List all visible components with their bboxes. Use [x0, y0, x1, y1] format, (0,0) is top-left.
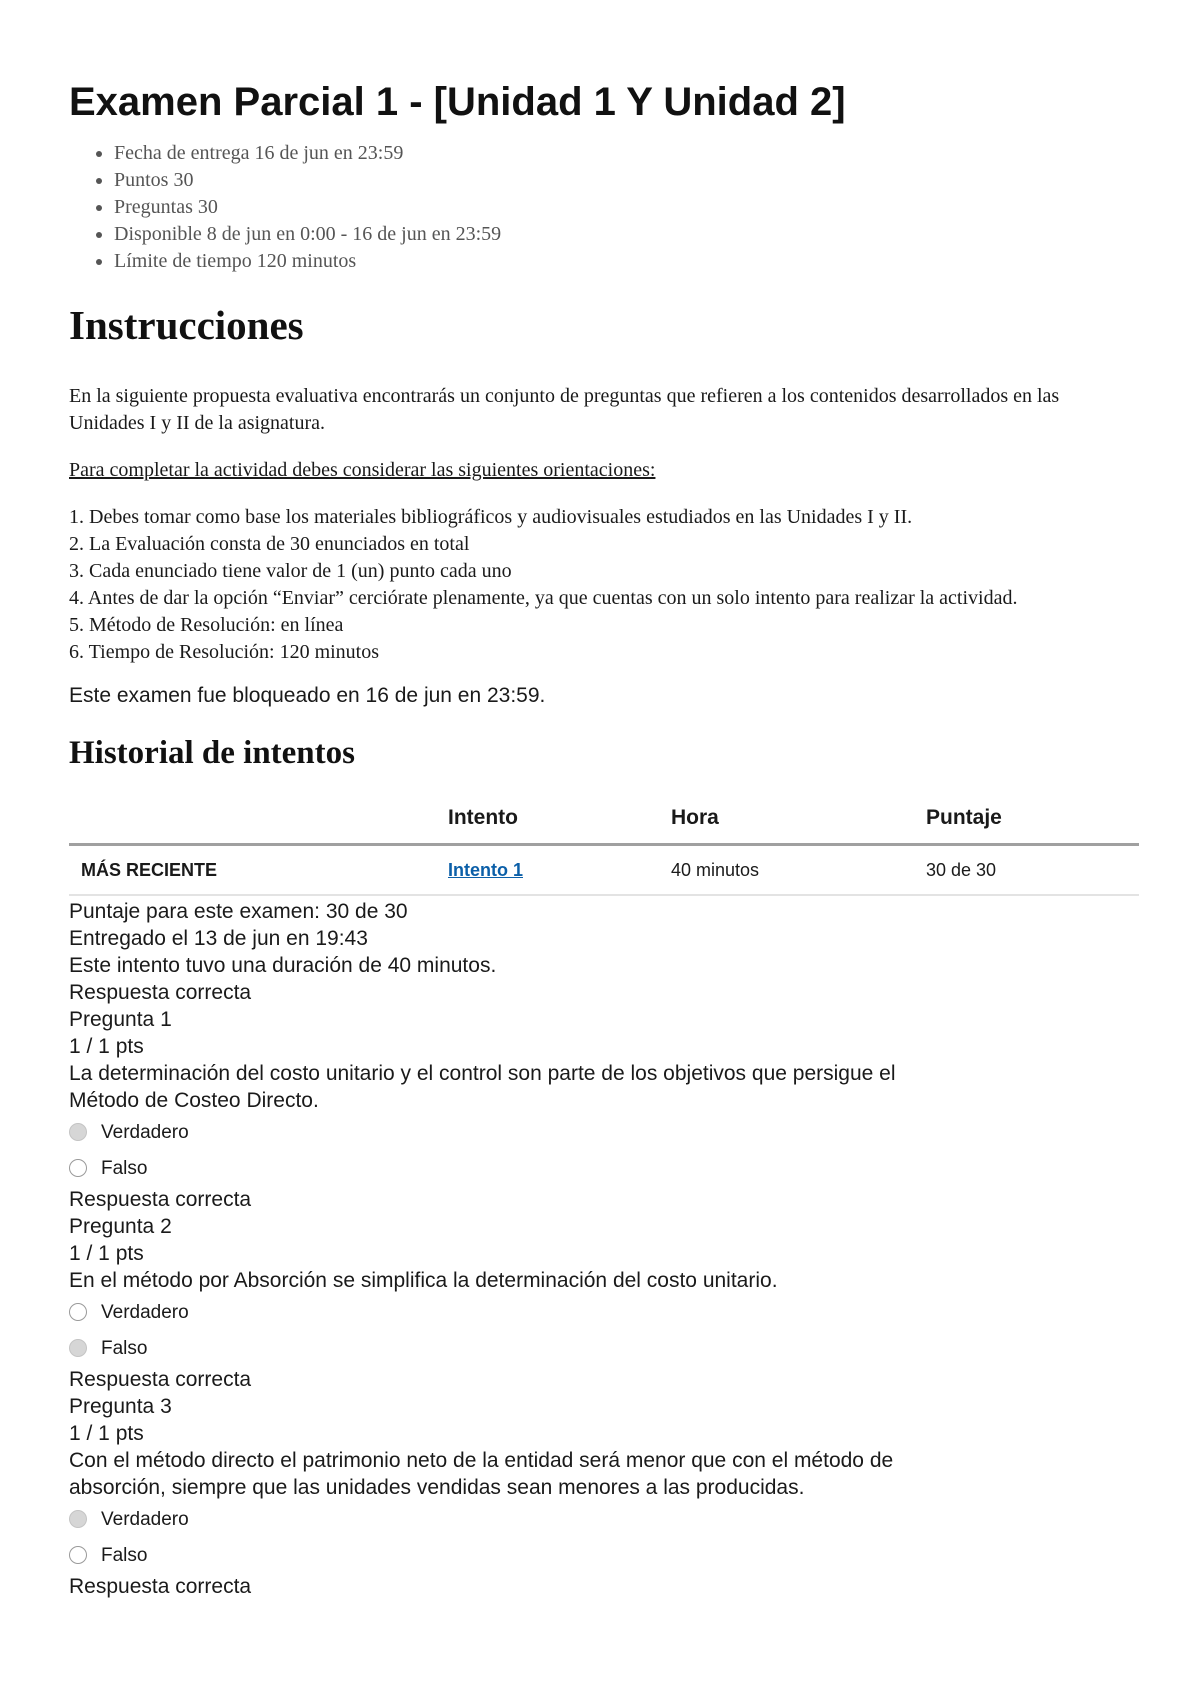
answer-option-verdadero[interactable]: [69, 1501, 1131, 1537]
question-label: Pregunta 3: [69, 1395, 172, 1418]
radio-unselected-icon[interactable]: [69, 1159, 87, 1177]
question-text: Con el método directo el patrimonio neto de la entidad será menor que con el método de absorción, siempre que las unidades vendidas sean menores a las producidas.: [69, 1449, 894, 1499]
instruction-step: 3. Cada enunciado tiene valor de 1 (un) punto cada uno: [69, 560, 512, 582]
column-header-score: Puntaje: [926, 793, 1139, 845]
radio-unselected-icon[interactable]: [69, 1303, 87, 1321]
instruction-step: 1. Debes tomar como base los materiales bibliográficos y audiovisuales estudiados en las Unidades I y II.: [69, 506, 913, 528]
table-row: [69, 845, 1139, 896]
question-label: Pregunta 1: [69, 1008, 172, 1031]
question-1: [69, 979, 1131, 1186]
attempt-history-heading: Historial de intentos: [69, 735, 355, 771]
radio-selected-icon[interactable]: [69, 1123, 87, 1141]
option-label: Falso: [101, 1157, 148, 1179]
instruction-steps: [69, 504, 1131, 666]
answer-option-falso[interactable]: [69, 1150, 1131, 1186]
column-header-attempt: Intento: [448, 793, 671, 845]
option-label: Verdadero: [101, 1508, 189, 1530]
time-limit: • Límite de tiempo 120 minutos: [114, 248, 1131, 275]
answer-option-falso[interactable]: [69, 1537, 1131, 1573]
table-header-row: [69, 793, 1139, 845]
option-label: Verdadero: [101, 1301, 189, 1323]
submitted-date: Entregado el 13 de jun en 19:43: [69, 927, 368, 950]
attempt-cell: [448, 845, 671, 896]
column-header-blank: [69, 793, 448, 845]
question-points: 1 / 1 pts: [69, 1422, 144, 1445]
answer-option-falso[interactable]: [69, 1330, 1131, 1366]
attempt-duration: Este intento tuvo una duración de 40 minutos.: [69, 954, 497, 977]
instruction-step: 6. Tiempo de Resolución: 120 minutos: [69, 641, 380, 663]
instructions-intro: En la siguiente propuesta evaluativa encontrarás un conjunto de preguntas que refieren a los contenidos desarrollados en las Unidades I y II de la asignatura.: [69, 385, 1060, 434]
instruction-step: 5. Método de Resolución: en línea: [69, 614, 344, 636]
question-3: [69, 1366, 1131, 1573]
availability: • Disponible 8 de jun en 0:00 - 16 de jun en 23:59: [114, 221, 1131, 248]
option-label: Falso: [101, 1544, 148, 1566]
question-2: [69, 1186, 1131, 1366]
locked-notice: Este examen fue bloqueado en 16 de jun en 23:59.: [69, 684, 546, 707]
question-points: 1 / 1 pts: [69, 1035, 144, 1058]
answer-option-verdadero[interactable]: [69, 1294, 1131, 1330]
attempt-time: 40 minutos: [671, 845, 926, 896]
orientation-label: Para completar la actividad debes considerar las siguientes orientaciones:: [69, 459, 656, 481]
quiz-score: Puntaje para este examen: 30 de 30: [69, 900, 408, 923]
attempt-score: 30 de 30: [926, 845, 1139, 896]
option-label: Verdadero: [101, 1121, 189, 1143]
attempt-link[interactable]: Intento 1: [448, 859, 523, 880]
answer-status: Respuesta correcta: [69, 1575, 252, 1598]
question-label: Pregunta 2: [69, 1215, 172, 1238]
instructions-heading: Instrucciones: [69, 302, 304, 348]
instruction-step: 4. Antes de dar la opción “Enviar” cerciórate plenamente, ya que cuentas con un solo intento para realizar la actividad.: [69, 587, 1018, 609]
answer-status: Respuesta correcta: [69, 1368, 252, 1391]
results-section: [69, 898, 1131, 1600]
latest-label: MÁS RECIENTE: [69, 845, 448, 896]
question-points: 1 / 1 pts: [69, 1242, 144, 1265]
question-text: La determinación del costo unitario y el control son parte de los objetivos que persigue el Método de Costeo Directo.: [69, 1062, 896, 1112]
answer-status: Respuesta correcta: [69, 1188, 252, 1211]
radio-selected-icon[interactable]: [69, 1510, 87, 1528]
attempt-history-table: [69, 793, 1139, 896]
radio-selected-icon[interactable]: [69, 1339, 87, 1357]
page-title: Examen Parcial 1 - [Unidad 1 Y Unidad 2]: [69, 80, 846, 124]
option-label: Falso: [101, 1337, 148, 1359]
question-text: En el método por Absorción se simplifica la determinación del costo unitario.: [69, 1269, 778, 1292]
column-header-time: Hora: [671, 793, 926, 845]
due-date: • Fecha de entrega 16 de jun en 23:59: [114, 140, 1131, 167]
radio-unselected-icon[interactable]: [69, 1546, 87, 1564]
instruction-step: 2. La Evaluación consta de 30 enunciados en total: [69, 533, 470, 555]
question-count: • Preguntas 30: [114, 194, 1131, 221]
answer-option-verdadero[interactable]: [69, 1114, 1131, 1150]
quiz-details-list: [69, 140, 1131, 275]
points-total: • Puntos 30: [114, 167, 1131, 194]
answer-status: Respuesta correcta: [69, 981, 252, 1004]
